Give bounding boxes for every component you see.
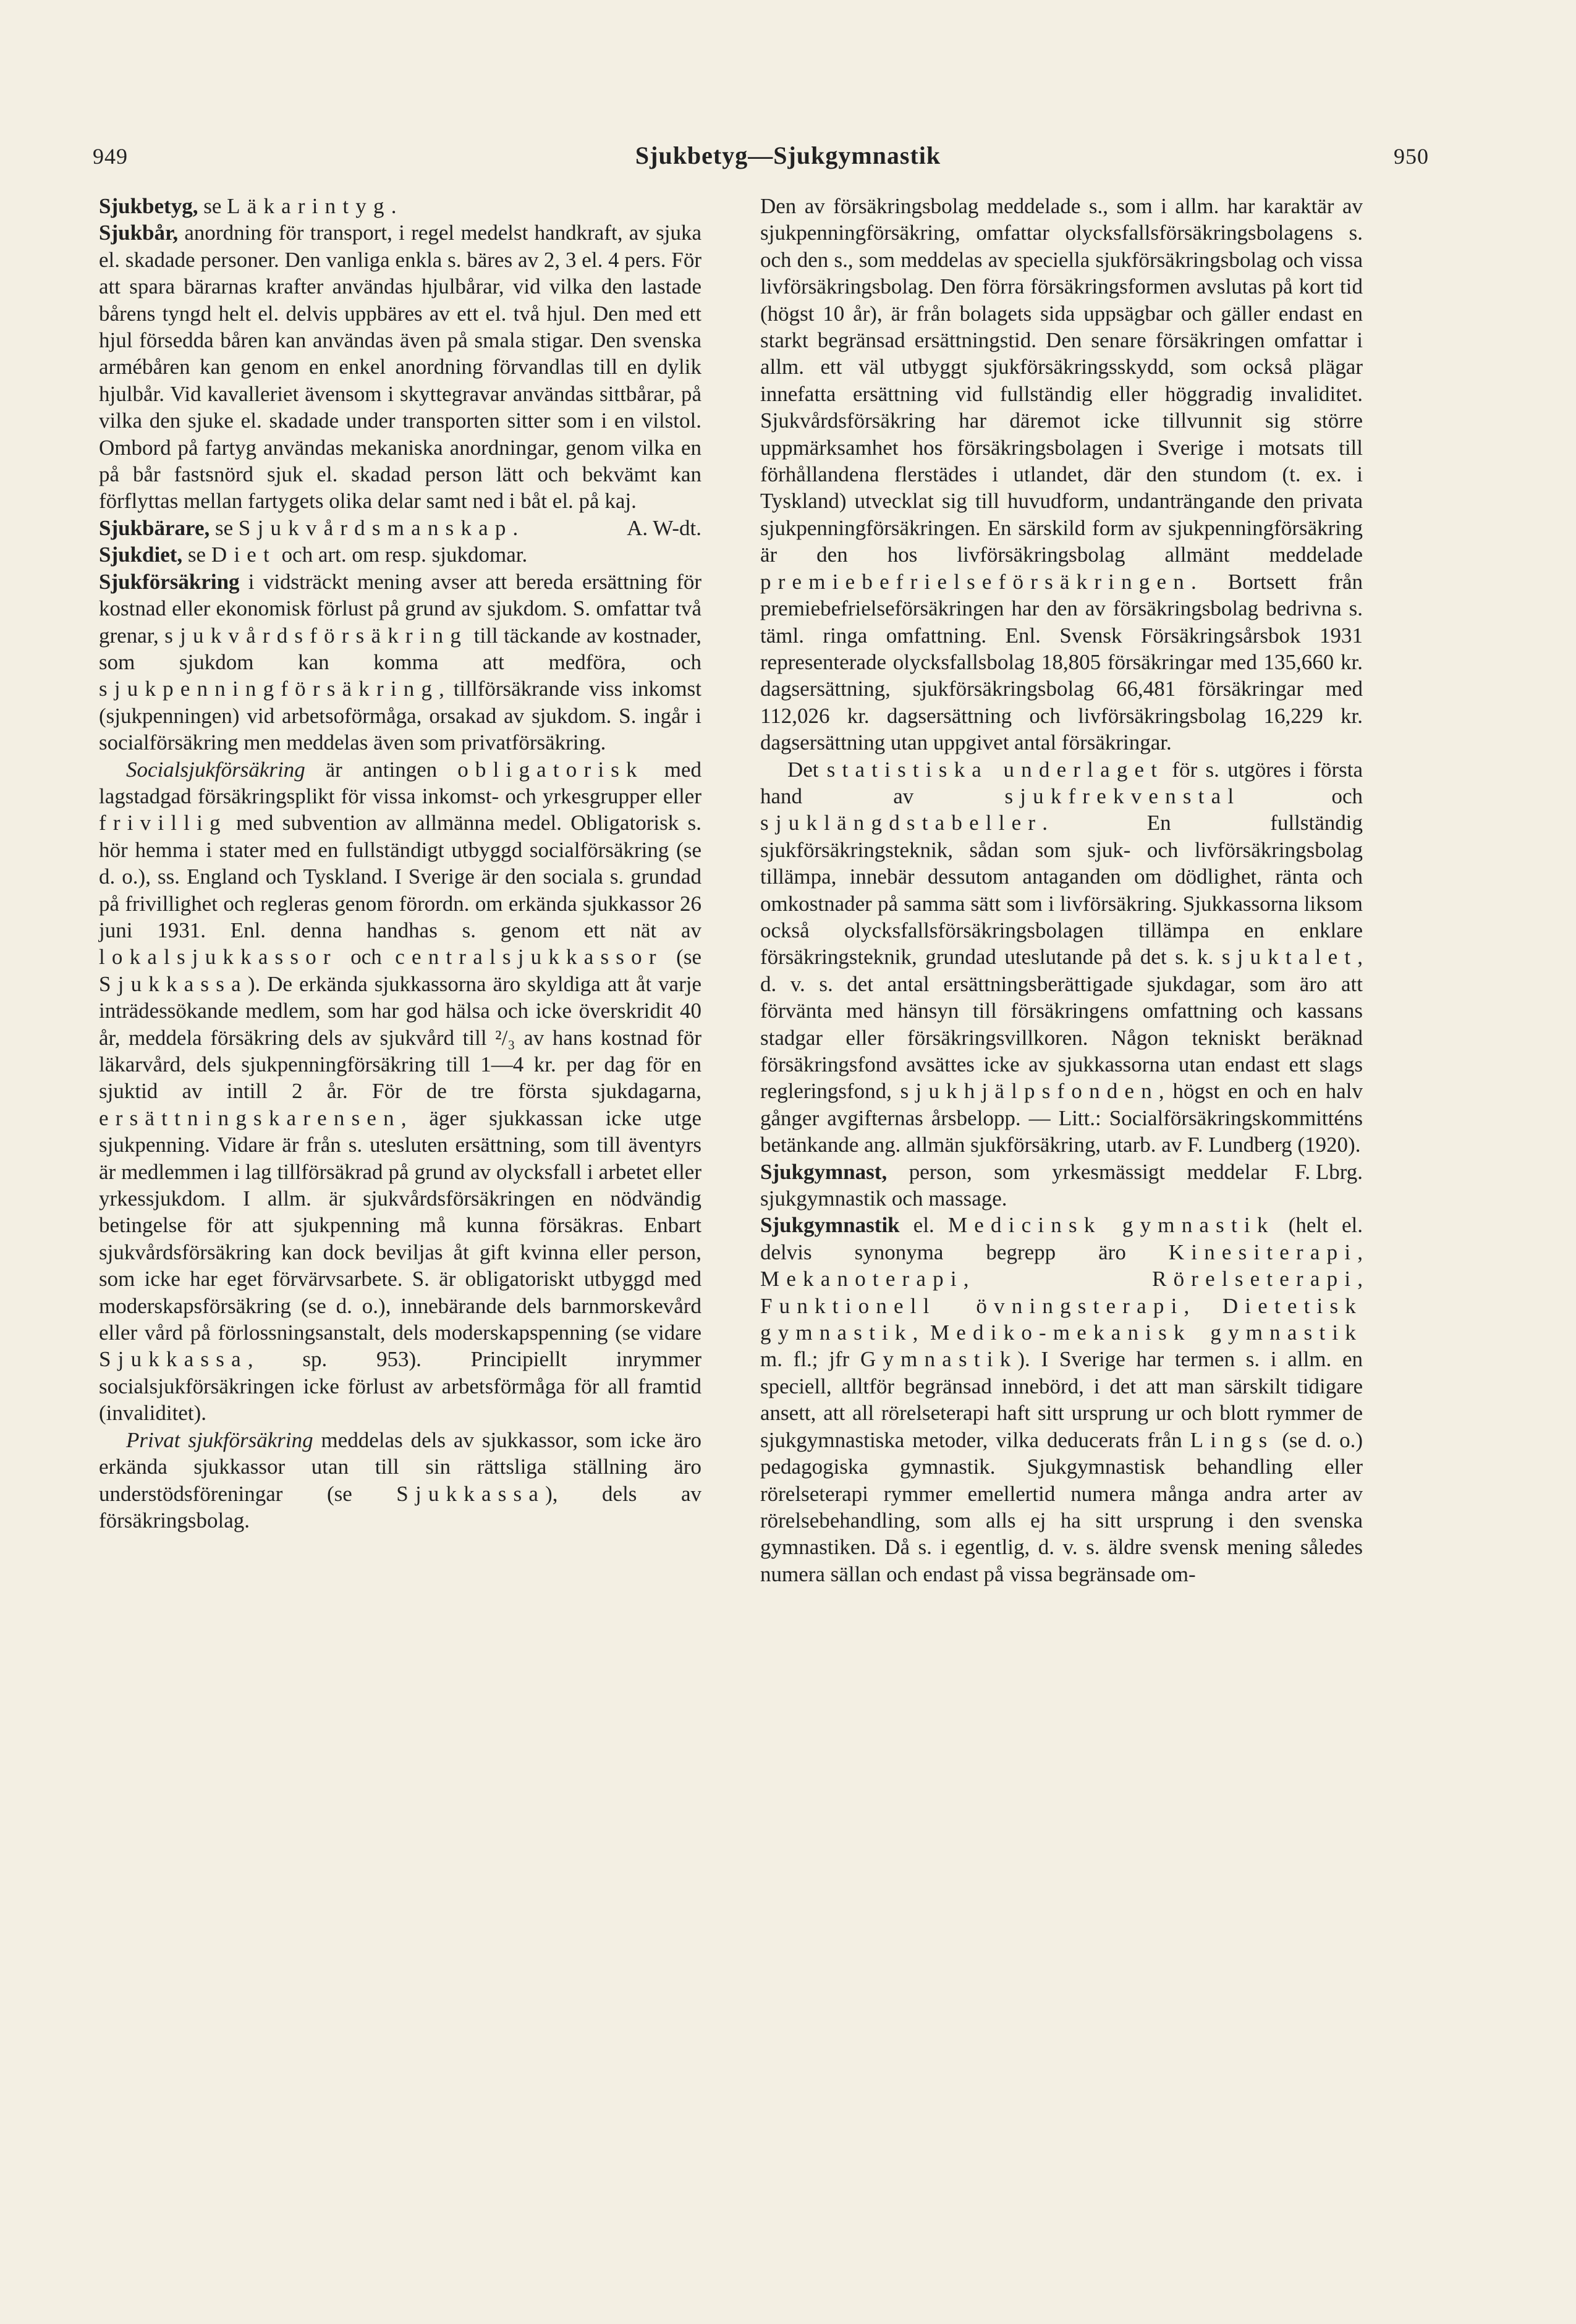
italic-term: Privat sjukförsäkring	[126, 1427, 313, 1452]
paragraph-text: meddelas dels av sjukkassor, som icke äro erkända sjukkassor utan till sin rättsliga ställning äro understödsföreningar (se	[99, 1427, 701, 1506]
headword: Sjukbetyg,	[99, 194, 198, 218]
entry-text: .	[391, 194, 397, 218]
headword: Sjukgymnast,	[760, 1159, 888, 1184]
paragraph-text: ). De erkända sjukkassorna äro skyldiga att åt varje inträdessökande medlem, som har god hälsa och icke överskridit 40 år, meddela försäkring dels av sjukvård till ²/₃ av hans kostnad för läkarvård, dels sjukpenningförsäkring till 1—4 kr. per dag för en sjuktid av intill 2 år. För de tre första sjukdagarna,	[99, 971, 701, 1104]
spaced-term: Rörelseterapi	[1152, 1267, 1358, 1291]
spaced-term: frivillig	[99, 811, 227, 835]
spaced-term: sjukvårdsförsäkring	[164, 623, 468, 648]
spaced-term: Dietetisk gymnastik	[760, 1293, 1363, 1345]
spaced-term: premiebefrielseförsäkringen	[760, 569, 1191, 594]
paragraph-text: med lagstadgad försäkringsplikt för vissa inkomst- och yrkesgrupper eller	[99, 757, 701, 808]
cross-reference: Sjukkassa	[99, 971, 248, 996]
cross-reference: Sjukvårdsmanskap	[238, 515, 513, 540]
paragraph-text: , sp. 953). Principiellt inrymmer socialsjukförsäkringen icke förlust av arbetsförmåga för all framtid (invaliditet).	[99, 1347, 701, 1426]
spaced-term: statistiska underlaget	[826, 757, 1164, 782]
entry-text: anordning för transport, i regel medelst handkraft, av sjuka el. skadade personer. Den vanliga enkla s. bäres av 2, 3 el. 4 pers. För att spara bärarnas krafter användas hjulbårar, vid vilka den lastade bårens tyngd helt el. delvis uppbäres av ett el. två hjul. Den med ett hjul försedda båren kan användas även på smala stigar. Den svenska armébåren kan genom en enkel anordning förvandlas till en dylik hjulbår. Vid kavalleriet ävensom i skyttegravar användas sittbårar, på vilka den sjuke el. skadade under transporten sitter som i en vilstol. Ombord på fartyg användas mekaniska anordningar, genom vilka en på bår fastsnörd sjuk el. skadad person lätt och bekvämt kan förflyttas mellan fartygets olika delar samt ned i båt el. på kaj.	[99, 221, 701, 513]
entry-text: person, som yrkesmässigt meddelar sjukgymnastik och massage.	[760, 1159, 1268, 1211]
paragraph-text: , högst en och en halv gånger avgifternas årsbelopp. — Litt.: Socialförsäkringskommitténs betänkande ang. allmän sjukförsäkring, utarb. av F. Lundberg (1920).	[760, 1079, 1363, 1157]
entry-text: se	[198, 194, 227, 218]
paragraph-text: och	[337, 945, 396, 970]
cross-reference: Diet	[211, 543, 276, 567]
cross-reference: Läkarintyg	[227, 194, 391, 218]
right-column	[760, 193, 1363, 1587]
spaced-term: sjuktalet	[1221, 945, 1358, 970]
entry-text: ,	[1357, 1240, 1363, 1264]
author-signature: F. Lbrg.	[1294, 1159, 1363, 1184]
entry-text: ,	[963, 1267, 1153, 1291]
cross-reference: Gymnastik	[860, 1347, 1018, 1372]
entry-sjukgymnastik	[760, 1212, 1363, 1587]
spaced-term: sjukhjälpsfonden	[900, 1079, 1159, 1104]
spaced-term: centralsjukkassor	[395, 945, 663, 970]
cross-reference: Sjukkassa	[99, 1347, 248, 1372]
entry-text: ,	[1184, 1293, 1222, 1318]
entry-text: i vidsträckt mening avser att bereda ersättning för kostnad eller ekonomisk förlust på grund av sjukdom. S. omfattar två grenar,	[99, 569, 701, 648]
entry-text: (se d. o.) pedagogiska gymnastik. Sjukgymnastisk behandling eller rörelseterapi rymmer emellertid numera många andra arter av rörelsebehandling, som alls ej ha sitt ursprung i den svenska gymnastiken. Då s. i egentlig, d. v. s. äldre svensk mening således numera sällan och endast på vissa begränsade om-	[760, 1427, 1363, 1586]
spaced-term: Mediko-mekanisk gymnastik	[930, 1320, 1363, 1345]
headword: Sjukbärare,	[99, 515, 210, 540]
headword: Sjukgymnastik	[760, 1213, 900, 1238]
entry-sjukbarare	[99, 515, 701, 541]
page-number-right: 950	[1394, 144, 1429, 169]
entry-sjukbetyg	[99, 193, 701, 219]
paragraph-text: . En fullständig sjukförsäkringsteknik, sådan som sjuk- och livförsäkringsbolag tillämpa, innebär dessutom antaganden om dödlighet, ränta och omkostnader på samma sätt som i livförsäkring. Sjukkassorna liksom också olycksfallsförsäkringsbolagen tillämpa en enklare försäkringsteknik, grundad uteslutande på det s. k.	[760, 811, 1363, 970]
spaced-term: Medicinsk gymnastik	[947, 1213, 1275, 1238]
entry-text: och art. om resp. sjukdomar.	[276, 543, 528, 567]
entry-text: till täckande av kostnader, som sjukdom kan komma att medföra, och	[99, 623, 701, 674]
spaced-term: ersättningskarensen	[99, 1105, 401, 1130]
entry-text: el.	[899, 1213, 948, 1238]
paragraph-text: Den av försäkringsbolag meddelade s., som i allm. har karaktär av sjukpenningförsäkring, omfattar olycksfallsförsäkringsbolagens s. och den s., som meddelas av speciella sjukförsäkringsbolag och vissa livförsäkringsbolag. Den förra försäkringsformen avslutas på kort tid (högst 10 år), är från bolagets sida uppsägbar och gäller endast en starkt begränsad ersättningstid. Den senare försäkringen omfattar i allm. ett väl utbyggt sjukförsäkringsskydd, som också plägar innefatta ersättning vid fullständig eller höggradig invaliditet. Sjukvårdsförsäkring har däremot icke tillvunnit sig större uppmärksamhet hos försäkringsbolagen i Sverige i motsats till förhållandena flerstädes i utlandet, där den stundom (t. ex. i Tyskland) utvecklat sig till huvudform, undanträngande den privata sjukpenningförsäkringen. En särskild form av sjukpenningförsäkring är den hos livförsäkringsbolag allmänt meddelade	[760, 194, 1363, 567]
spaced-term: lokalsjukkassor	[99, 945, 337, 970]
entry-text: , tillförsäkrande viss inkomst (sjukpenningen) vid arbetsoförmåga, orsakad av sjukdom. S. ingår i socialförsäkring men meddelas även som privatförsäkring.	[99, 677, 701, 755]
spaced-term: obligatorisk	[457, 757, 644, 782]
spaced-term: Mekanoterapi	[760, 1267, 964, 1291]
italic-term: Socialsjukförsäkring	[126, 757, 305, 782]
cross-reference: Lings	[1190, 1427, 1274, 1452]
paragraph-text: , d. v. s. det antal ersättningsberättigade sjukdagar, som äro att förvänta med hänsyn till försäkringens omfattning och kassans stadgar eller försäkringsvillkoren. Någon tekniskt beräknad försäkringsfond avsättes icke av sjukkassorna utan endast ett slags regleringsfond,	[760, 945, 1363, 1104]
entry-sjukforsakring	[99, 568, 701, 756]
paragraph-text: för s. utgöres i första hand av	[760, 757, 1363, 808]
entry-text: se	[182, 543, 211, 567]
entry-text: ,	[912, 1320, 930, 1345]
paragraph-socialsjukforsakring	[99, 756, 701, 1427]
spaced-term: sjuklängdstabeller	[760, 811, 1043, 835]
paragraph-text: är antingen	[305, 757, 458, 782]
paragraph-text: och	[1240, 784, 1363, 808]
spaced-term: sjukpenningförsäkring	[99, 677, 439, 701]
author-signature: A. W-dt.	[627, 515, 701, 540]
paragraph-text: , äger sjukkassan icke utge sjukpenning. Vidare är från s. utesluten ersättning, som till äventyrs är medlemmen i lag tillförsäkrad på grund av olycksfall i arbetet eller yrkessjukdom. I allm. är sjukvårdsförsäkringen en nödvändig betingelse för att sjukpenning må kunna försäkras. Enbart sjukvårdsförsäkring kan dock beviljas åt gift kvinna eller person, som icke har eget förvärvsarbete. S. är obligatoriskt utbyggd med moderskapsförsäkring (se d. o.), innebärande dels barnmorskevård eller vård på förlossningsanstalt, dels moderskapspenning (se vidare	[99, 1105, 701, 1345]
entry-text: m. fl.; jfr	[760, 1347, 860, 1372]
paragraph-text: ), dels av försäkringsbolag.	[99, 1481, 701, 1532]
left-column	[99, 193, 701, 1534]
paragraph-text: Det	[787, 757, 827, 782]
spaced-term: Funktionell övningsterapi	[760, 1293, 1184, 1318]
entry-text: ). I Sverige har termen s. i allm. en speciell, alltför begränsad innebörd, i det att man särskilt tidigare ansett, att all rörelseterapi haft sitt ursprung ur och blott rymmer de sjukgymnastiska metoder, vilka deducerats från	[760, 1347, 1363, 1452]
paragraph-text: med subvention av allmänna medel. Obligatorisk s. hör hemma i stater med en fullständigt utbyggd socialförsäkring (se d. o.), ss. England och Tyskland. I Sverige är den sociala s. grundad på frivillighet och regleras genom förordn. om erkända sjukkassor 26 juni 1931. Enl. denna handhas s. genom ett nät av	[99, 811, 701, 942]
headword: Sjukdiet,	[99, 543, 183, 567]
running-title: Sjukbetyg—Sjukgymnastik	[635, 142, 941, 169]
entry-text: (helt el. delvis synonyma begrepp äro	[760, 1213, 1363, 1264]
entry-text: se	[210, 515, 239, 540]
page-number-left: 949	[93, 144, 128, 169]
headword: Sjukbår,	[99, 221, 179, 245]
entry-sjukdiet	[99, 541, 701, 568]
paragraph-text: (se	[663, 945, 701, 970]
headword: Sjukförsäkring	[99, 569, 240, 594]
paragraph-text: . Bortsett från premiebefrielseförsäkringen har den av försäkringsbolag bedrivna s. täml. ringa omfattning. Enl. Svensk Försäkringsårsbok 1931 representerade olycksfallsbolag 18,805 försäkringar med 135,660 kr. dagsersättning, sjukförsäkringsbolag 66,481 försäkringar med 112,026 kr. dagsersättning och livförsäkringsbolag 16,229 kr. dagsersättning utan uppgivet antal försäkringar.	[760, 569, 1363, 755]
spaced-term: Kinesiterapi	[1168, 1240, 1358, 1264]
entry-text: ,	[1357, 1267, 1363, 1291]
paragraph-forsakringsbolag	[760, 193, 1363, 756]
paragraph-privat-sjukforsakring	[99, 1427, 701, 1534]
spaced-term: sjukfrekvenstal	[1004, 784, 1241, 808]
entry-text: .	[512, 515, 519, 540]
cross-reference: Sjukkassa	[396, 1481, 546, 1506]
